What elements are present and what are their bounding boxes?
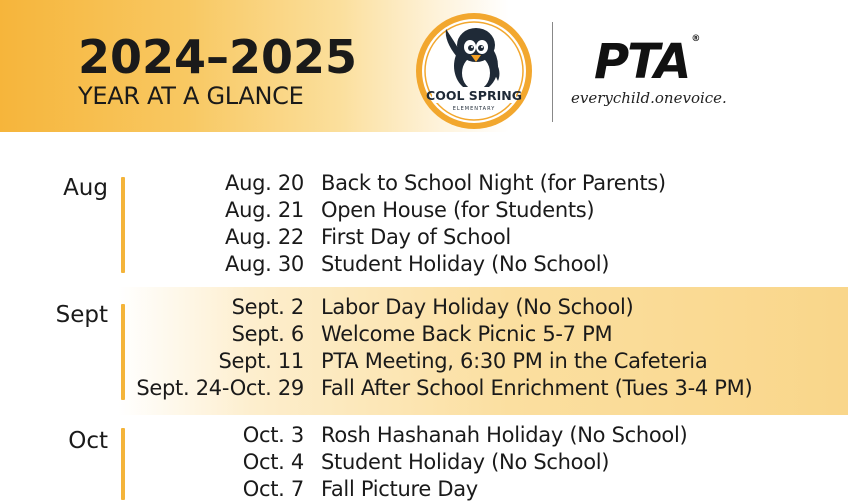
header-banner [0, 0, 848, 132]
event-description: Welcome Back Picnic 5-7 PM [321, 322, 613, 346]
event-description: Student Holiday (No School) [321, 252, 610, 276]
registered-mark: ® [691, 34, 701, 44]
event-row [0, 349, 848, 376]
event-date: Sept. 11 [218, 349, 304, 373]
event-date: Oct. 3 [242, 423, 304, 447]
event-row [0, 423, 848, 450]
event-date: Aug. 22 [225, 225, 304, 249]
event-row [0, 225, 848, 252]
event-row [0, 198, 848, 225]
school-year-title: 2024–2025 [78, 30, 358, 84]
event-row [0, 252, 848, 279]
event-description: Fall Picture Day [321, 477, 478, 501]
month-label: Oct [68, 428, 108, 454]
event-description: Back to School Night (for Parents) [321, 171, 666, 195]
cool-spring-penguin-logo [414, 11, 534, 131]
event-description: First Day of School [321, 225, 511, 249]
event-description: PTA Meeting, 6:30 PM in the Cafeteria [321, 349, 708, 373]
event-row [0, 376, 848, 403]
event-date: Oct. 4 [242, 450, 304, 474]
event-date: Aug. 20 [225, 171, 304, 195]
school-name-logo-text: COOL SPRING [426, 88, 522, 103]
event-date: Aug. 30 [225, 252, 304, 276]
page-subtitle: YEAR AT A GLANCE [78, 82, 304, 110]
event-row [0, 171, 848, 198]
event-row [0, 450, 848, 477]
event-description: Labor Day Holiday (No School) [321, 295, 634, 319]
pta-tagline [571, 89, 727, 107]
event-description: Student Holiday (No School) [321, 450, 610, 474]
event-description: Rosh Hashanah Holiday (No School) [321, 423, 688, 447]
event-date: Sept. 6 [231, 322, 304, 346]
event-description: Open House (for Students) [321, 198, 595, 222]
pta-logo [594, 34, 700, 90]
event-date: Sept. 24-Oct. 29 [136, 376, 304, 400]
event-description: Fall After School Enrichment (Tues 3-4 PM) [321, 376, 753, 400]
tagline-part-b: onevoice. [654, 89, 727, 107]
month-label: Aug [63, 175, 108, 201]
school-type-logo-text: ELEMENTARY [452, 106, 496, 112]
event-date: Sept. 2 [231, 295, 304, 319]
event-row [0, 295, 848, 322]
event-date: Oct. 7 [242, 477, 304, 501]
logo-divider [552, 22, 553, 122]
event-row [0, 322, 848, 349]
tagline-part-a: everychild. [571, 89, 655, 107]
month-label: Sept [55, 302, 108, 328]
pta-wordmark: PTA [594, 34, 690, 90]
event-date: Aug. 21 [225, 198, 304, 222]
